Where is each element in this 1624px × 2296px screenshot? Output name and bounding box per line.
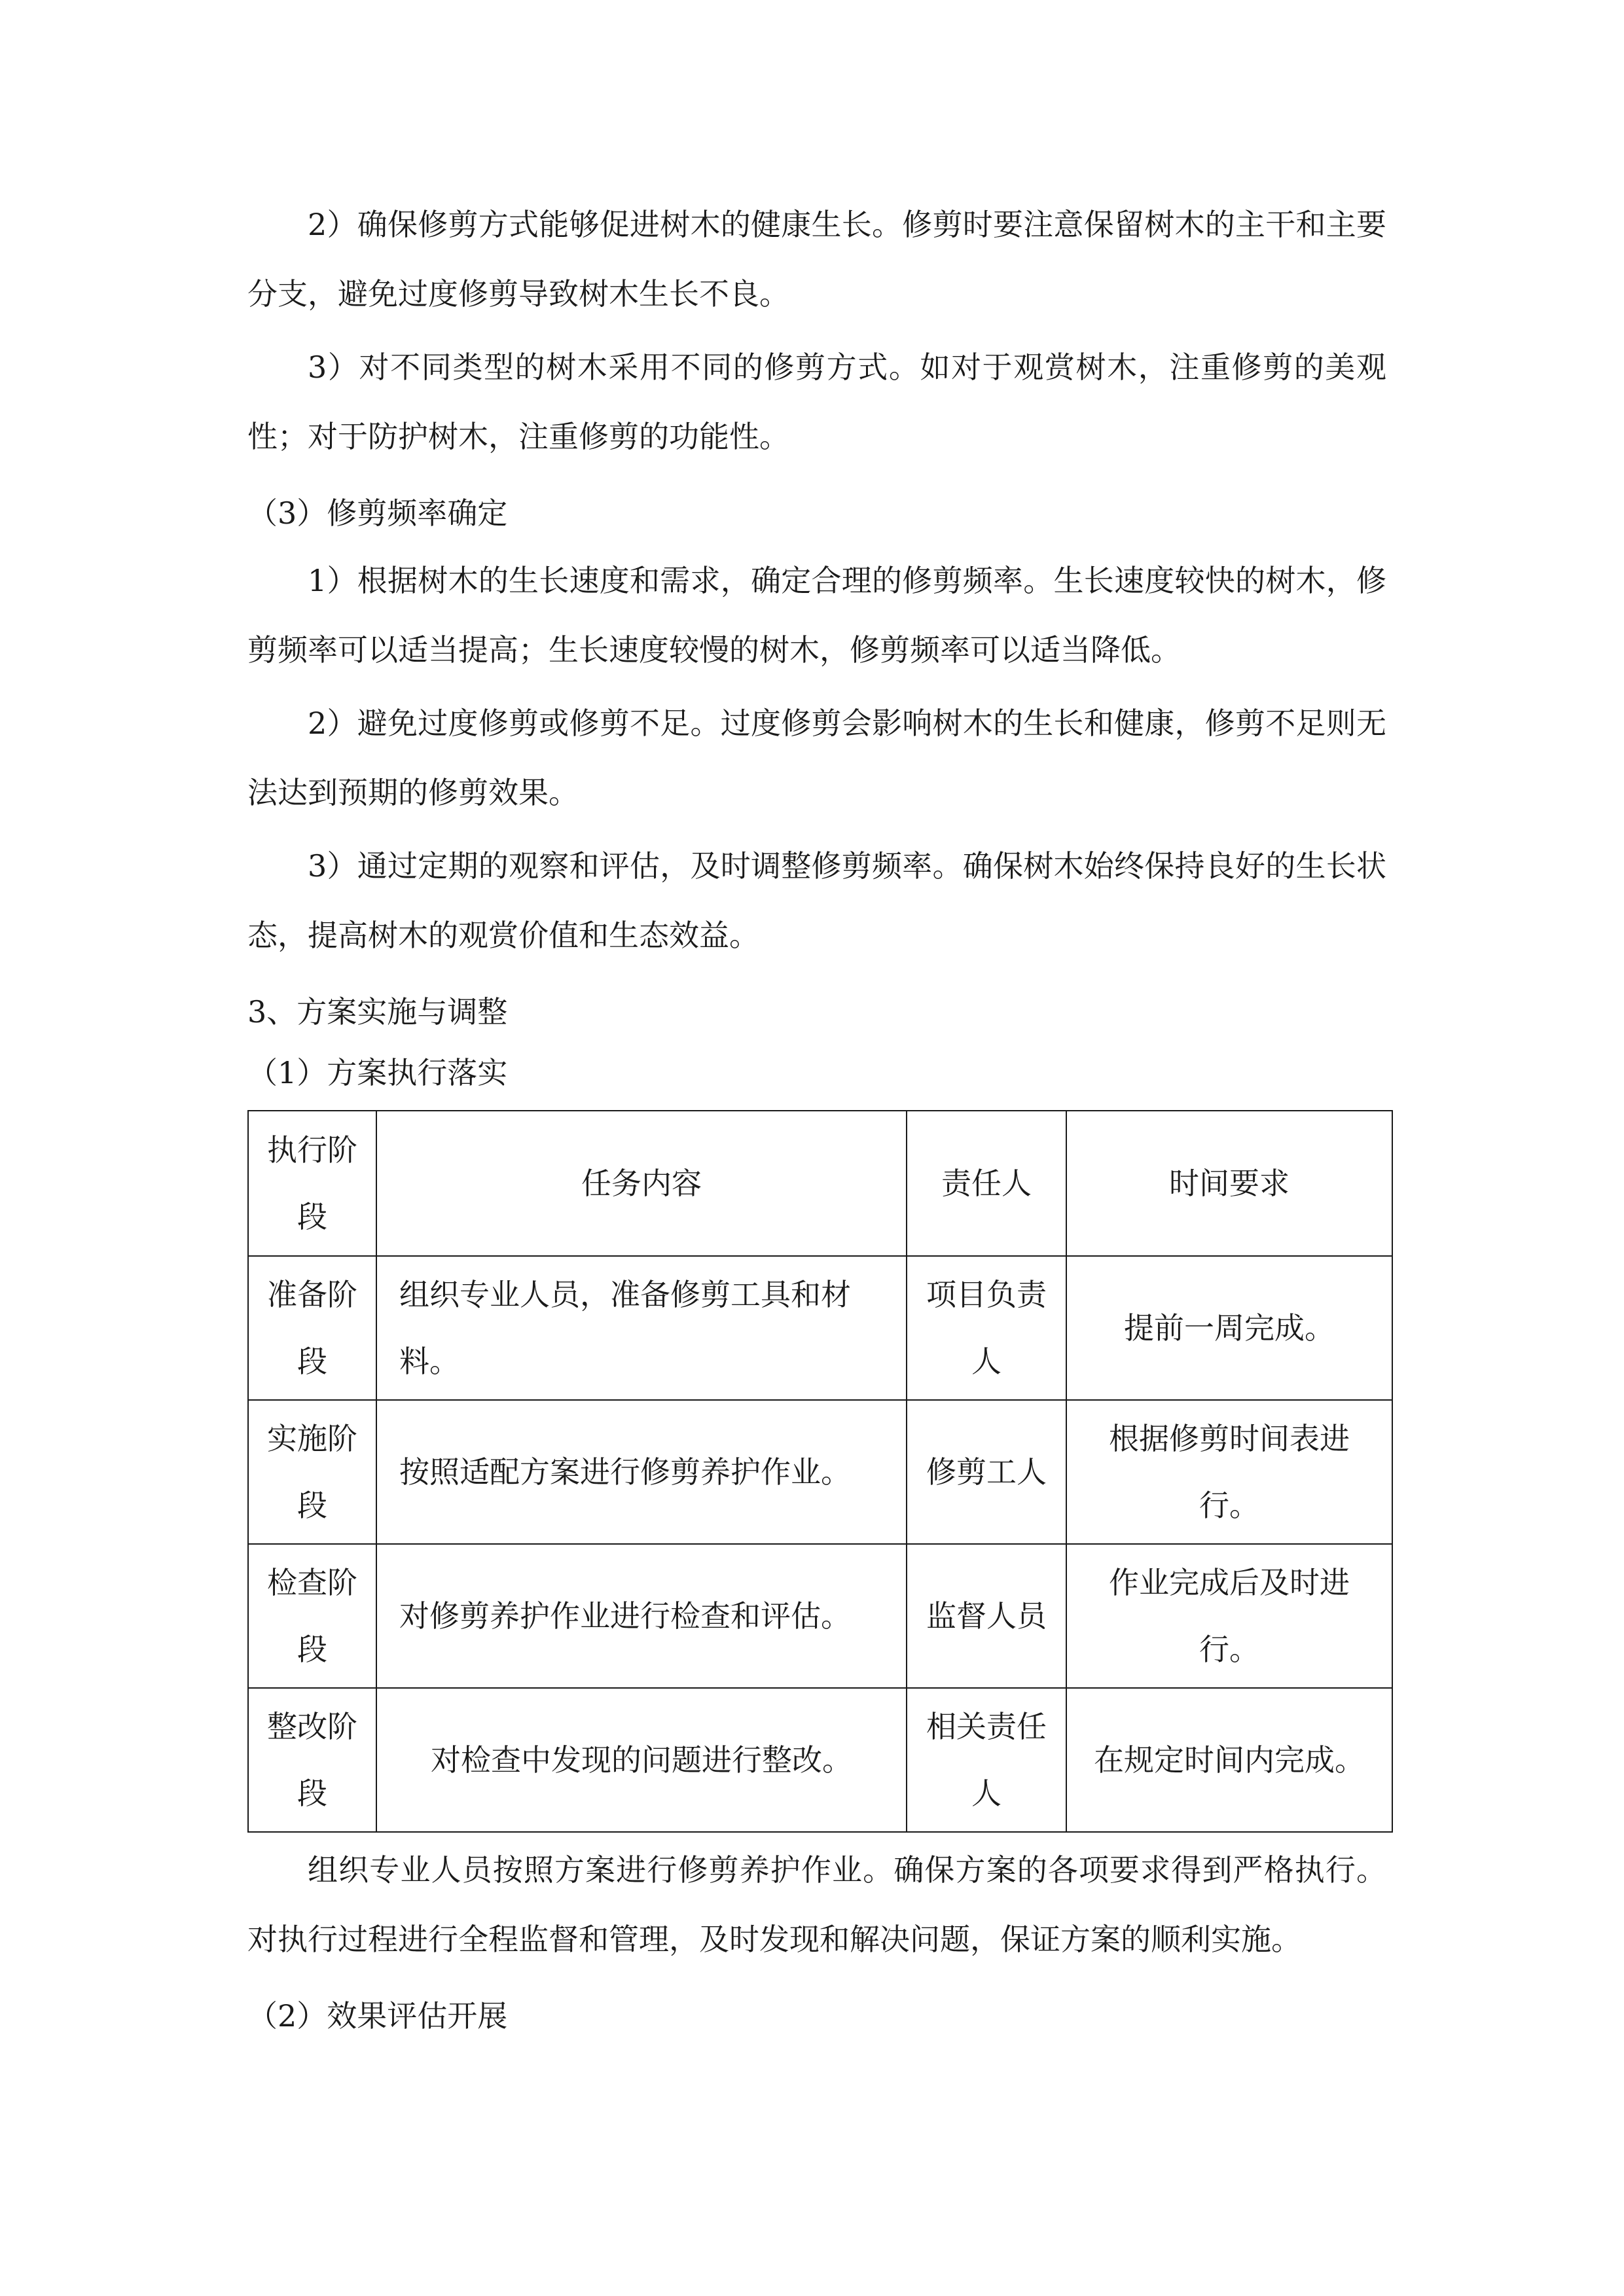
table-cell-time: 作业完成后及时进行。 [1066,1544,1392,1688]
table-cell-time: 根据修剪时间表进行。 [1066,1400,1392,1544]
table-row [248,1256,1392,1400]
table-cell-time: 提前一周完成。 [1066,1256,1392,1400]
paragraph-frequency-2: 2）避免过度修剪或修剪不足。过度修剪会影响树木的生长和健康，修剪不足则无法达到预期的修剪效果。 [247,706,1386,810]
document-page [247,190,1386,2049]
table-cell-task: 对检查中发现的问题进行整改。 [376,1688,907,1832]
table-header-cell: 时间要求 [1066,1111,1392,1256]
table-header-cell: 责任人 [907,1111,1066,1256]
execution-table [247,1110,1393,1833]
paragraph-pruning-health: 2）确保修剪方式能够促进树木的健康生长。修剪时要注意保留树木的主干和主要分支，避免过度修剪导致树木生长不良。 [247,207,1386,312]
table-row [248,1688,1392,1832]
table-cell-time: 在规定时间内完成。 [1066,1688,1392,1832]
table-cell-owner: 修剪工人 [907,1400,1066,1544]
table-cell-stage: 实施阶段 [248,1400,376,1544]
table-row [248,1544,1392,1688]
table-cell-stage: 准备阶段 [248,1256,376,1400]
table-header-row [248,1111,1392,1256]
heading-implementation: 3、方案实施与调整 [247,994,508,1030]
paragraph-frequency-3: 3）通过定期的观察和评估，及时调整修剪频率。确保树木始终保持良好的生长状态，提高树木的观赏价值和生态效益。 [247,848,1386,953]
heading-effect-evaluation: （2）效果评估开展 [247,1998,508,2034]
table-row [248,1400,1392,1544]
table-cell-stage: 整改阶段 [248,1688,376,1832]
paragraph-pruning-types: 3）对不同类型的树木采用不同的修剪方式。如对于观赏树木，注重修剪的美观性；对于防护树木，注重修剪的功能性。 [247,350,1386,454]
table-cell-task: 对修剪养护作业进行检查和评估。 [376,1544,907,1688]
table-cell-task: 按照适配方案进行修剪养护作业。 [376,1400,907,1544]
table-cell-owner: 相关责任人 [907,1688,1066,1832]
paragraph-frequency-1: 1）根据树木的生长速度和需求，确定合理的修剪频率。生长速度较快的树木，修剪频率可以适当提高；生长速度较慢的树木，修剪频率可以适当降低。 [247,563,1386,668]
paragraph-execution-summary: 组织专业人员按照方案进行修剪养护作业。确保方案的各项要求得到严格执行。对执行过程进行全程监督和管理，及时发现和解决问题，保证方案的顺利实施。 [247,1852,1386,1957]
table-cell-stage: 检查阶段 [248,1544,376,1688]
heading-pruning-frequency: （3）修剪频率确定 [247,495,508,531]
table-header-cell: 任务内容 [376,1111,907,1256]
heading-execution: （1）方案执行落实 [247,1055,508,1090]
table-header-cell: 执行阶段 [248,1111,376,1256]
table-cell-task: 组织专业人员，准备修剪工具和材料。 [376,1256,907,1400]
table-cell-owner: 监督人员 [907,1544,1066,1688]
table-cell-owner: 项目负责人 [907,1256,1066,1400]
